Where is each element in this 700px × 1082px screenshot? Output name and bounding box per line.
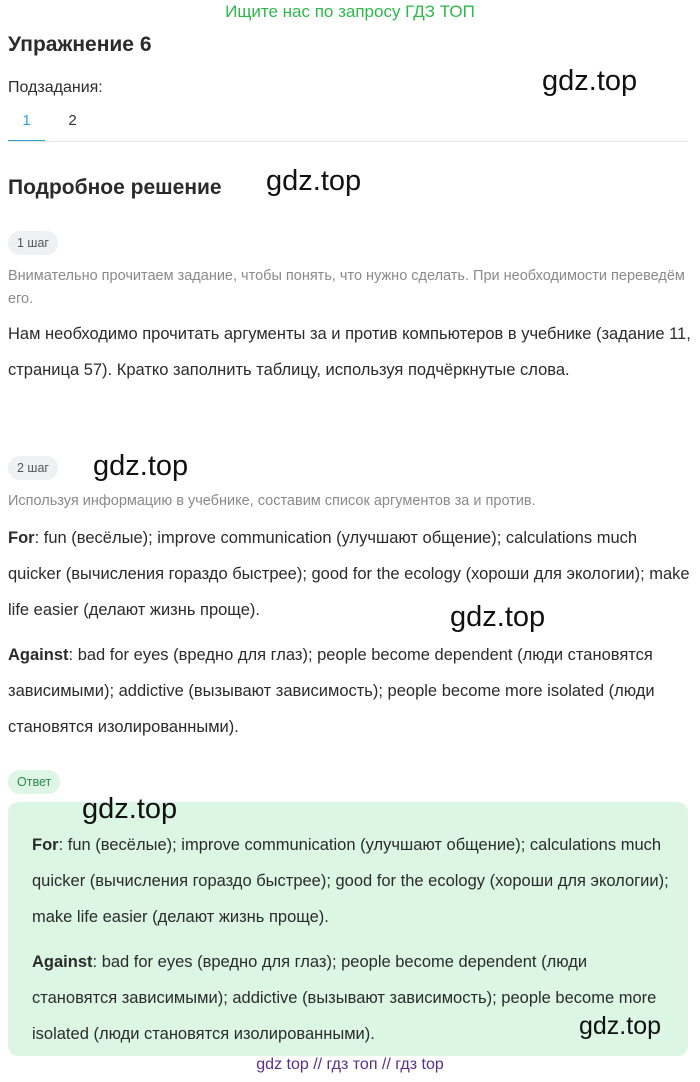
step-2-hint: Используя информацию в учебнике, составим список аргументов за и против.	[8, 493, 536, 509]
watermark: gdz.top	[579, 1012, 662, 1040]
step-1-hint: Внимательно прочитаем задание, чтобы понять, что нужно сделать. При необходимости переведём его.	[8, 268, 685, 307]
watermark: gdz.top	[542, 65, 638, 97]
answer-for-paragraph: For: fun (весёлые); improve communication (улучшают общение); calculations much quicker (вычисления гораздо быстрее); good for the ecology (хороши для экологии); make life easier (делают жизнь проще).	[32, 836, 669, 926]
step-1-text: Нам необходимо прочитать аргументы за и против компьютеров в учебнике (задание 11, страница 57). Кратко заполнить таблицу, используя подчёркнутые слова.	[8, 325, 691, 379]
watermark: gdz.top	[450, 601, 546, 633]
subtask-tabs	[8, 112, 688, 142]
tab-subtask-2[interactable]: 2	[68, 112, 77, 129]
solution-heading: Подробное решение	[8, 176, 222, 199]
step-badge-1: 1 шаг	[8, 231, 58, 255]
for-text: fun (весёлые); improve communication (улучшают общение); calculations much quicker (вычисления гораздо быстрее); good for the ecology (хороши для экологии); make life easier (делают жизнь проще).	[8, 529, 690, 619]
answer-badge: Ответ	[8, 770, 60, 794]
watermark: gdz.top	[93, 450, 189, 482]
answer-against-paragraph: Against: bad for eyes (вредно для глаз); people become dependent (люди становятся зависимыми); addictive (вызывают зависимость); people become more isolated (люди становятся изолированными).	[32, 953, 657, 1043]
tabs-divider	[8, 141, 688, 142]
page-title: Упражнение 6	[8, 33, 152, 56]
step-2-against-paragraph: Against: bad for eyes (вредно для глаз); people become dependent (люди становятся зависимыми); addictive (вызывают зависимость); people become more isolated (люди становятся изолированными).	[8, 646, 655, 736]
watermark: gdz.top	[82, 793, 178, 825]
watermark: gdz.top	[266, 165, 362, 197]
tab-subtask-1[interactable]: 1	[8, 112, 45, 142]
against-text: bad for eyes (вредно для глаз); people become dependent (люди становятся зависимыми); addictive (вызывают зависимость); people become more isolated (люди становятся изолированными).	[8, 646, 655, 736]
subtasks-label: Подзадания:	[8, 79, 103, 96]
answer-for-label: For	[32, 836, 59, 854]
for-label: For	[8, 529, 35, 547]
step-badge-2: 2 шаг	[8, 456, 58, 480]
footer-links: gdz top // гдз топ // гдз top	[256, 1056, 444, 1073]
step-2-for-paragraph: For: fun (весёлые); improve communication (улучшают общение); calculations much quicker (вычисления гораздо быстрее); good for the ecology (хороши для экологии); make life easier (делают жизнь проще).	[8, 529, 690, 619]
answer-against-text: bad for eyes (вредно для глаз); people become dependent (люди становятся зависимыми); addictive (вызывают зависимость); people become more isolated (люди становятся изолированными).	[32, 953, 657, 1043]
promo-banner: Ищите нас по запросу ГДЗ ТОП	[225, 2, 475, 21]
answer-against-label: Against	[32, 953, 93, 971]
against-label: Against	[8, 646, 69, 664]
answer-for-text: fun (весёлые); improve communication (улучшают общение); calculations much quicker (вычисления гораздо быстрее); good for the ecology (хороши для экологии); make life easier (делают жизнь проще).	[32, 836, 669, 926]
